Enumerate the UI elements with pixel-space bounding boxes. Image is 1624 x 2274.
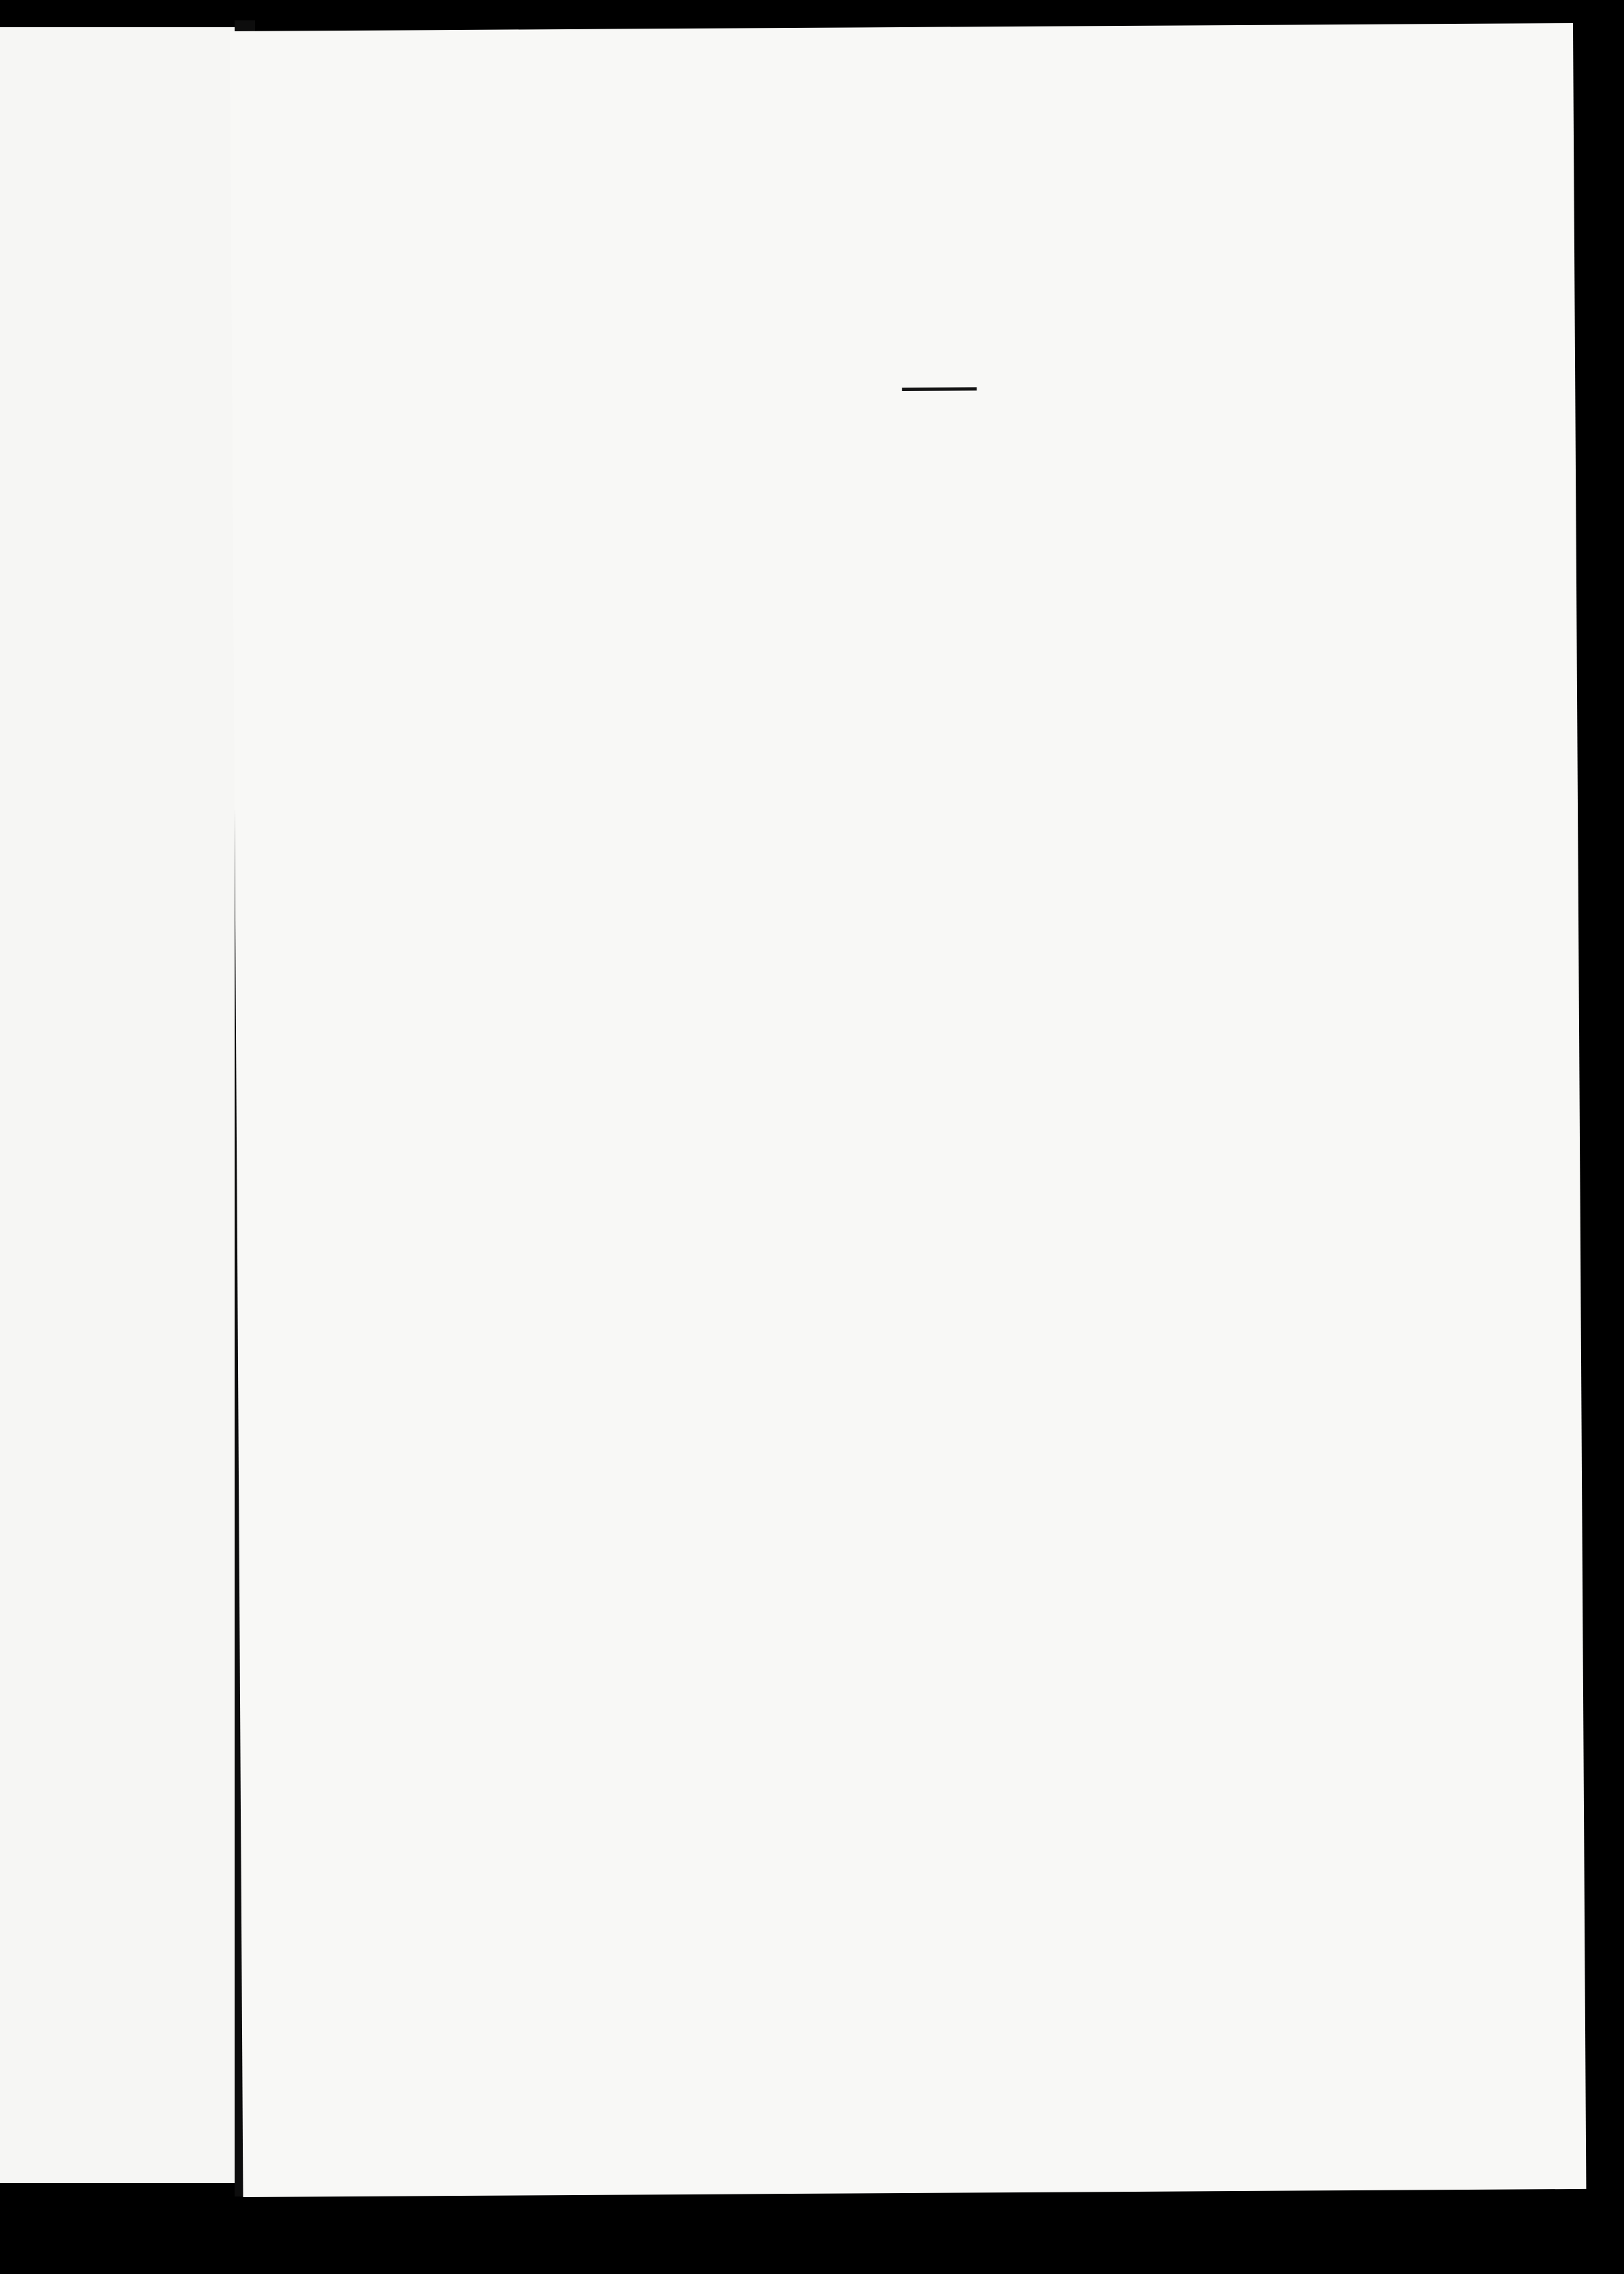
code-title [396, 435, 1484, 442]
sections [395, 360, 1483, 367]
top-entries [395, 360, 1483, 367]
page-content [395, 343, 1484, 442]
texte-heading [396, 435, 1484, 442]
facing-page-fragment [0, 27, 235, 2183]
ouvrages-list [396, 435, 1484, 442]
texte-entry [396, 435, 1484, 442]
page-number [395, 343, 1483, 350]
section-divider [902, 387, 977, 391]
ouvrages-heading [396, 435, 1484, 442]
book-page [230, 23, 1586, 2197]
